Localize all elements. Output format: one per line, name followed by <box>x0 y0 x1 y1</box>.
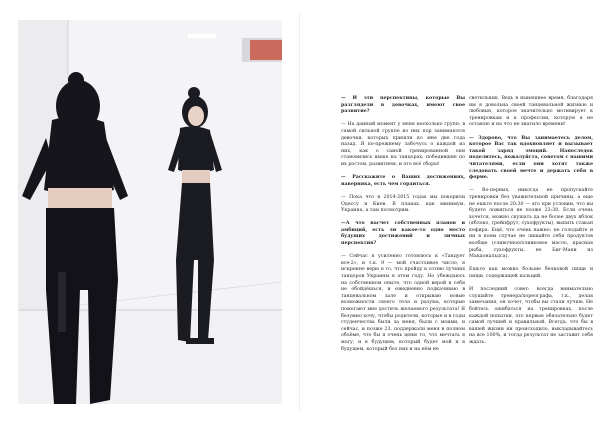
paragraph-answer: — Во-первых, никогда не пропускайте тренировки без уважительной причины, а еще не ешьте после 20:30 — это при условии, что вы будете ложиться не позже 23:30. Если очень хочется, можно скушать да не более двух яблок (яблоко, грейпфрут, сухофрукты), выпить стакан кефира. Ещё, что очень важно: не голодайте и ни в коем случае не лишайте себя продуктов вообще (сливочное/оливковое масло, красная рыба, сухофрукты, не Биг-Маки из Макдональдса). <box>469 188 593 260</box>
paragraph-question: — Расскажите о Ваших достижениях, наверняка, есть чем гордиться. <box>341 175 465 187</box>
paragraph-question: — И эти перспективы, которые Вы разглядели в девочках, имеют свое развитие? <box>341 96 465 115</box>
article-column-2 <box>469 96 593 353</box>
paragraph-answer: — Сейчас я усиленно готовлюсь к «Танцует все-2», и т.к. 9 — мой счастливое число, я искренне верю в то, что пройду в сотню лучших танцоров Украины в этом году. Но убеждаюсь на собственном опыте, что одной верой в себя не обойдёшься, и ежедневно подкачиваю в танцевальном зале и открываю новые возможности своего тела и разума, которые помогают мне достичь желаемого результата! Я безумно хочу, чтобы родители, которые и в годы студенчества были за меня, были с моими, и сейчас, и позже 23, поддержали меня в полном объёме, что бы я очень ценю то, что мечтать я могу, и в будущем, который будет мой и в будущем, который без них и на нём не <box>341 254 465 352</box>
photo-girl-mirror <box>18 20 282 404</box>
paragraph-answer: — На данный момент у меня несколько групп: в самой сильной группе из них пор занимаются девочки, которых пришли ко мне две года назад. Я по-прежнему забочусь о каждой из них, как о самой тренированной они становились выше на танцорах, победившие по их ростом, развитием, и это всё сборы! <box>341 122 465 167</box>
paragraph-answer: светильник. Ведь в нынешнее время, благодаря им я довольна своей танцевальной жизнью и любовью, которое значительно мотивирует к тренировкам и к профессии, которую я не оставлю и на что не хватило времени! <box>469 96 593 128</box>
paragraph-answer: И последний совет: всегда внимательно слушайте тренера/хореографа, т.к., делая замечания, он хочет, чтобы вы стали лучше. Не бойтесь ошибаться на тренировках, после каждой попытки, это первые обязательно будет самой лучшей и правильной. Всегда, что бы в вашей жизни ни происходило, выкладывайтесь на все 100%, и тогда результат не заставит себя ждать. <box>469 287 593 345</box>
article-column-1 <box>341 96 465 360</box>
paragraph-answer: Ешьте как можно больше белковой пищи и пищи, содержащей кальций. <box>469 267 593 280</box>
page-gutter <box>299 12 300 412</box>
paragraph-answer: — Пока что в 2014-2015 годах мы покорили Одессу и Киев. В планах, как минимум, Украина, а там посмотрим. <box>341 194 465 214</box>
paragraph-question: —А что насчет собственных планов и амбиций, есть ли какое-то одно место будущих достижений и личных перспектив? <box>341 221 465 247</box>
paragraph-question: — Здорово, что Вы занимаетесь делом, которое Вас так вдохновляет и вызывает такой заряд эмоций. Напоследок поделитесь, пожалуйста, советом с нашими читателями, если они хотят также следовать своей мечте и держать себя в форме. <box>469 135 593 181</box>
